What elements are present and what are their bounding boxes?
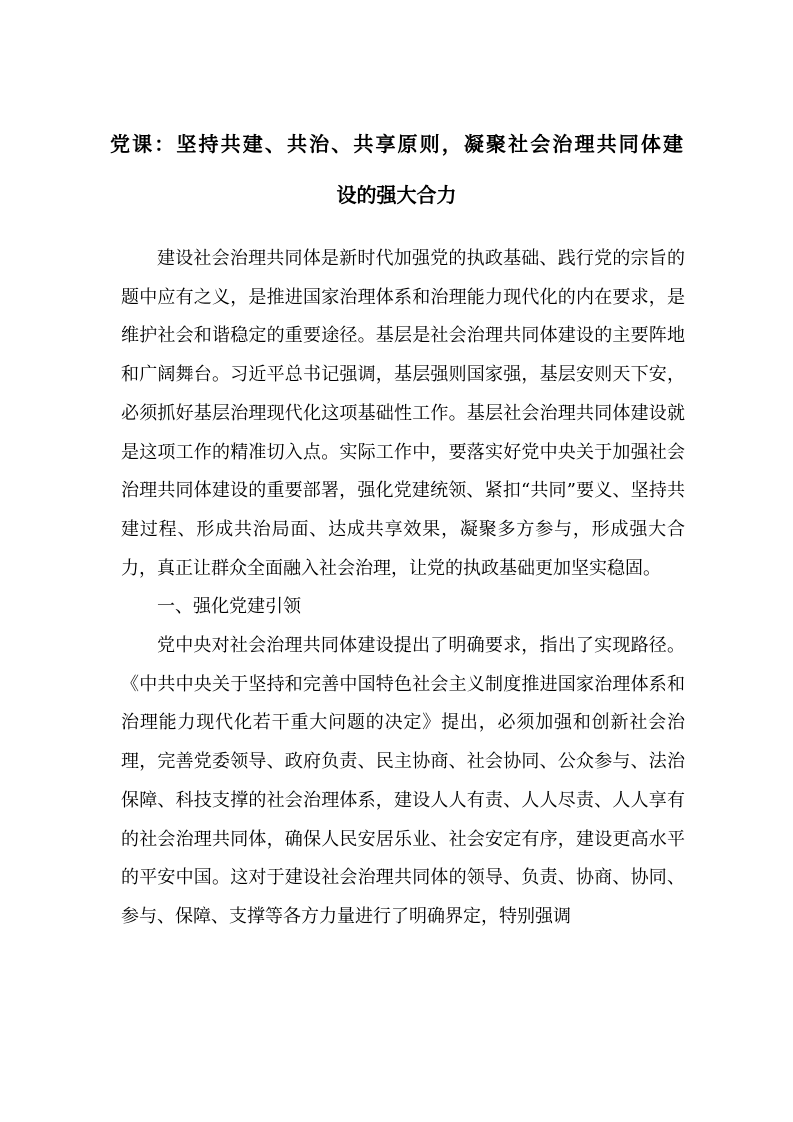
- document-title-line-2: 设的强大合力: [336, 183, 457, 207]
- section-paragraph: 党中央对社会治理共同体建设提出了明确要求，指出了实现路径。《中共中央关于坚持和完善中国特色社会主义制度推进国家治理体系和治理能力现代化若干重大问题的决定》提出，必须加强和创新社会治理，完善党委领导、政府负责、民主协商、社会协同、公众参与、法治保障、科技支撑的社会治理体系，建设人人有责、人人尽责、人人享有的社会治理共同体，确保人民安居乐业、社会安定有序，建设更高水平的平安中国。这对于建设社会治理共同体的领导、负责、协商、协同、参与、保障、支撑等各方力量进行了明确界定，特别强调: [121, 635, 685, 927]
- document-body: [121, 240, 685, 937]
- intro-paragraph: 建设社会治理共同体是新时代加强党的执政基础、践行党的宗旨的题中应有之义，是推进国家治理体系和治理能力现代化的内在要求，是维护社会和谐稳定的重要途径。基层是社会治理共同体建设的主要阵地和广阔舞台。习近平总书记强调，基层强则国家强，基层安则天下安，必须抓好基层治理现代化这项基础性工作。基层社会治理共同体建设就是这项工作的精准切入点。实际工作中，要落实好党中央关于加强社会治理共同体建设的重要部署，强化党建统领、紧扣“共同”要义、坚持共建过程、形成共治局面、达成共享效果，凝聚多方参与，形成强大合力，真正让群众全面融入社会治理，让党的执政基础更加坚实稳固。: [121, 248, 685, 579]
- document-title-line-1: 党课：坚持共建、共治、共享原则，凝聚社会治理共同体建: [110, 132, 683, 156]
- section-heading: 一、强化党建引领: [157, 596, 301, 618]
